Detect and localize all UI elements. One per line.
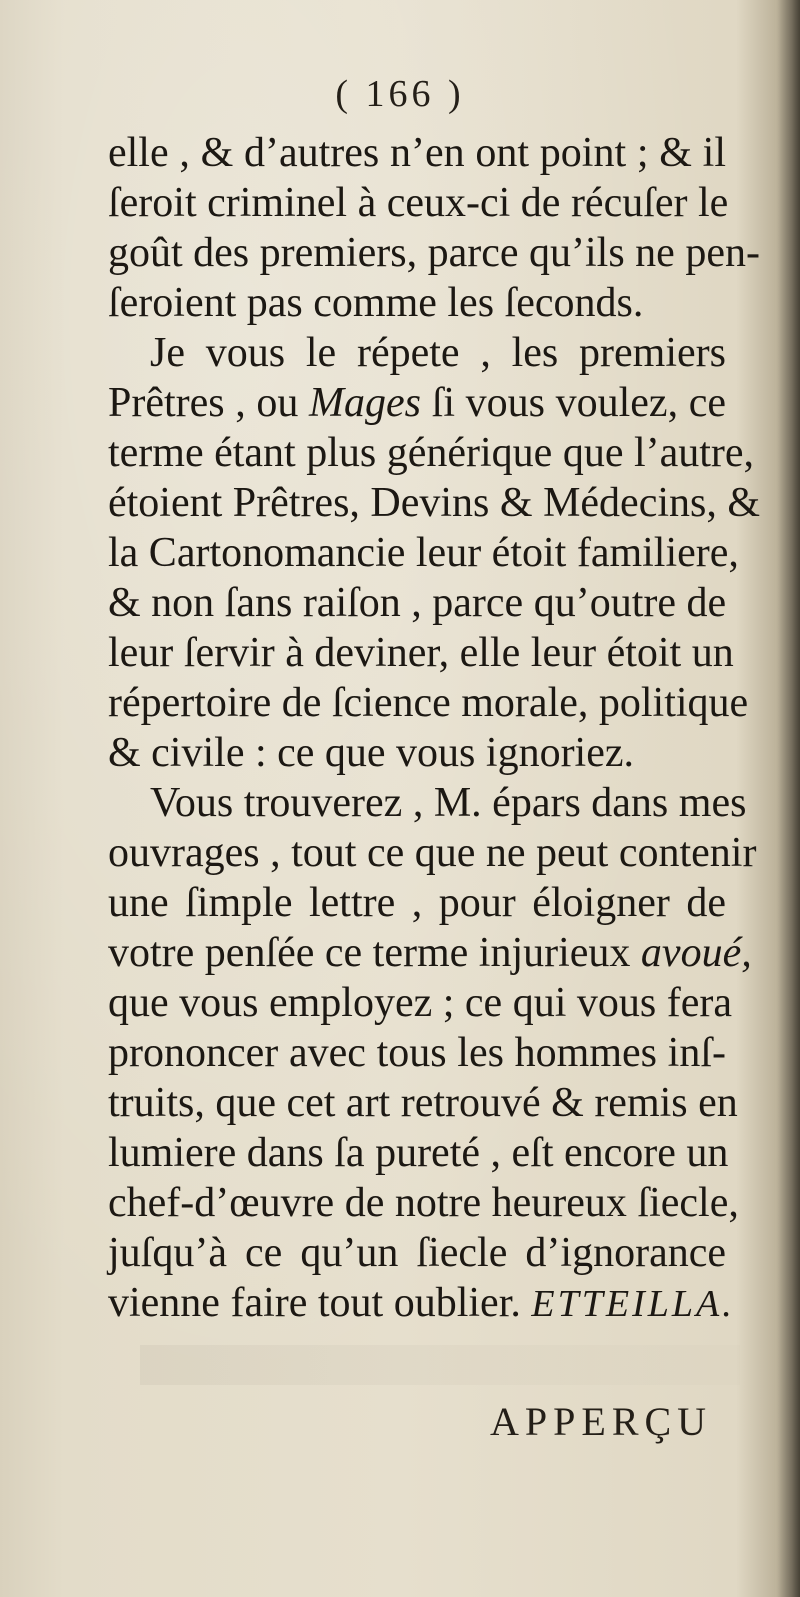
text-line: étoient Prêtres, Devins & Médecins, & bbox=[108, 480, 761, 526]
text-line: leur ſervir à deviner, elle leur étoit un bbox=[108, 630, 734, 676]
page-edge-shadow bbox=[778, 0, 800, 1597]
text-span: Prêtres , ou bbox=[108, 380, 310, 426]
text-line: lumiere dans ſa pureté , eſt encore un bbox=[108, 1130, 729, 1176]
text-line bbox=[108, 378, 726, 428]
text-line: ouvrages , tout ce que ne peut contenir bbox=[108, 830, 757, 876]
italic-word-mages: Mages bbox=[309, 380, 422, 426]
text-line: truits, que cet art retrouvé & remis en bbox=[108, 1080, 738, 1126]
text-line: prononcer avec tous les hommes inſ- bbox=[108, 1030, 726, 1076]
text-line: juſqu’à ce qu’un ſiecle d’ignorance bbox=[108, 1230, 726, 1276]
text-line: terme étant plus générique que l’autre, bbox=[108, 430, 755, 476]
bleed-through-stain bbox=[140, 1345, 740, 1385]
body-text bbox=[108, 128, 761, 1328]
text-span: vienne faire tout oublier. bbox=[108, 1280, 532, 1326]
text-line: goût des premiers, parce qu’ils ne pen- bbox=[108, 230, 760, 276]
signature-etteilla: ETTEILLA. bbox=[531, 1283, 735, 1325]
text-line bbox=[108, 928, 752, 978]
paragraph-start-line: Je vous le répete , les premiers bbox=[150, 330, 726, 376]
text-line: que vous employez ; ce qui vous fera bbox=[108, 980, 732, 1026]
italic-word-avoue: avoué, bbox=[640, 930, 752, 976]
paragraph-start-line: Vous trouverez , M. épars dans mes bbox=[150, 780, 747, 826]
text-line: chef-d’œuvre de notre heureux ſiecle, bbox=[108, 1180, 739, 1226]
page-number: ( 166 ) bbox=[335, 73, 465, 115]
text-line: elle , & d’autres n’en ont point ; & il bbox=[108, 130, 726, 176]
text-line: répertoire de ſcience morale, politique bbox=[108, 680, 749, 726]
text-span: votre penſée ce terme injurieux bbox=[108, 930, 641, 976]
text-line: une ſimple lettre , pour éloigner de bbox=[108, 880, 726, 926]
text-line: ſeroit criminel à ceux-ci de récuſer le bbox=[108, 180, 729, 226]
text-line: ſeroient pas comme les ſeconds. bbox=[108, 280, 644, 326]
text-line: & non ſans raiſon , parce qu’outre de bbox=[108, 580, 727, 626]
text-line: & civile : ce que vous ignoriez. bbox=[108, 730, 635, 776]
text-line: la Cartonomancie leur étoit familiere, bbox=[108, 530, 739, 576]
catchword: APPERÇU bbox=[490, 1399, 713, 1444]
text-line bbox=[108, 1278, 735, 1328]
text-span: ſi vous voulez, ce bbox=[421, 380, 726, 426]
